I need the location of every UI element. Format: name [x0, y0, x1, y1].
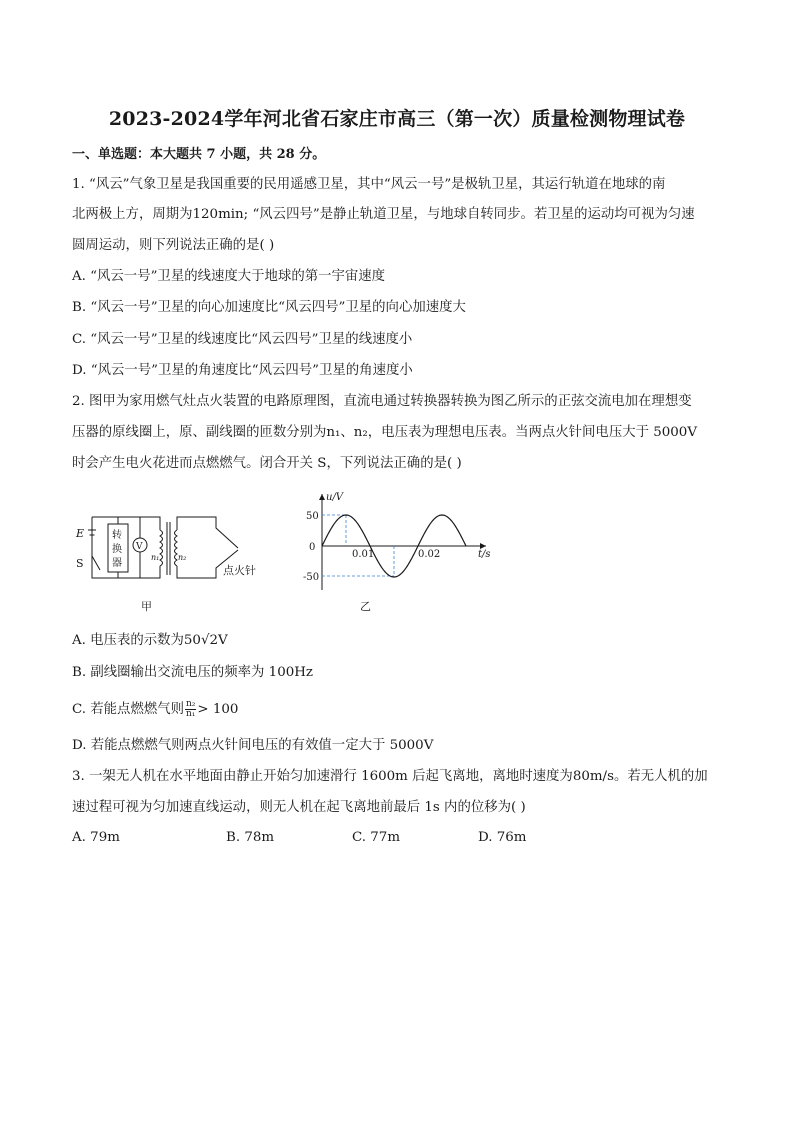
voltmeter-circle: [133, 538, 147, 552]
y-axis-label: u/V: [326, 492, 344, 503]
q2-line1: 2. 图甲为家用燃气灶点火装置的电路原理图，直流电通过转换器转换为图乙所示的正弦交流电加在理想变: [72, 394, 692, 409]
circuit-caption: 甲: [141, 600, 152, 613]
converter-char-1: 转: [112, 530, 122, 541]
q2-line2: 压器的原线圈上，原、副线圈的匝数分别为n₁、n₂，电压表为理想电压表。当两点火针间电压大于 5000V: [72, 425, 698, 440]
q3-line2: 速过程可视为匀加速直线运动，则无人机在起飞离地前最后 1s 内的位移为( ): [72, 800, 526, 815]
turns-ratio-fraction: [185, 700, 196, 719]
secondary-coil: [175, 530, 178, 566]
q1-option-b: B. “风云一号”卫星的向心加速度比“风云四号”卫星的向心加速度大: [72, 300, 466, 315]
battery-label: E: [76, 527, 85, 540]
y-tick-max: 50: [306, 511, 319, 522]
q1-line2: 北两极上方，周期为120min; “风云四号”是静止轨道卫星，与地球自转同步。若卫星的运动均可视为匀速: [72, 207, 695, 222]
y-tick-min: -50: [303, 572, 320, 583]
converter-char-3: 器: [112, 558, 122, 569]
q1-option-a: A. “风云一号”卫星的线速度大于地球的第一宇宙速度: [72, 269, 386, 284]
x-axis-label: t/s: [478, 549, 491, 560]
q2-option-d: D. 若能点燃燃气则两点火针间电压的有效值一定大于 5000V: [72, 738, 434, 753]
q3-option-b: B. 78m: [226, 830, 275, 845]
voltmeter-label: V: [136, 542, 143, 552]
fraction-denominator: n₁: [186, 709, 196, 719]
y-axis-arrow: [319, 494, 325, 500]
origin-label: 0: [309, 542, 316, 553]
q1-option-d: D. “风云一号”卫星的角速度比“风云四号”卫星的角速度小: [72, 363, 413, 378]
switch-label: S: [76, 557, 84, 570]
q2-option-c-suffix: > 100: [197, 702, 239, 717]
section-heading: 一、单选题：本大题共 7 小题，共 28 分。: [72, 147, 326, 162]
circuit-wire-top: [108, 517, 160, 530]
voltage-graph: [303, 492, 491, 613]
converter-box: [108, 524, 128, 572]
x-tick-2: 0.02: [418, 549, 441, 560]
circuit-wire-bottom: [108, 566, 160, 578]
secondary-wire-bottom: [177, 550, 238, 578]
q2-option-a: A. 电压表的示数为50√2V: [72, 633, 228, 648]
q3-line1: 3. 一架无人机在水平地面由静止开始匀加速滑行 1600m 后起飞离地，离地时速度为80m/s。若无人机的加: [72, 769, 708, 784]
n1-label: n₁: [151, 553, 160, 562]
q3-option-d: D. 76m: [478, 830, 527, 845]
x-axis-arrow: [480, 543, 486, 549]
q2-option-c-prefix: C. 若能点燃燃气则: [72, 702, 185, 717]
ignition-needle-label: 点火针: [223, 564, 256, 577]
q2-option-b: B. 副线圈输出交流电压的频率为 100Hz: [72, 665, 313, 680]
converter-char-2: 换: [112, 544, 122, 555]
page-title: 2023-2024学年河北省石家庄市高三（第一次）质量检测物理试卷: [108, 108, 686, 130]
graph-caption: 乙: [360, 600, 371, 613]
secondary-wire-top: [177, 517, 238, 548]
primary-coil: [160, 530, 163, 566]
fraction-numerator: n₂: [186, 699, 196, 709]
q1-option-c: C. “风云一号”卫星的线速度比“风云四号”卫星的线速度小: [72, 332, 413, 347]
x-tick-1: 0.01: [352, 549, 375, 560]
n2-label: n₂: [178, 553, 187, 562]
sine-curve: [322, 515, 466, 577]
circuit-diagram: [88, 517, 238, 578]
q1-line3: 圆周运动，则下列说法正确的是( ): [72, 238, 275, 253]
q2-option-c: [72, 700, 238, 719]
q3-option-c: C. 77m: [352, 830, 401, 845]
circuit-wire-left: [92, 517, 108, 578]
q1-line1: 1. “风云”气象卫星是我国重要的民用遥感卫星，其中“风云一号”是极轨卫星，其运行轨道在地球的南: [72, 177, 666, 192]
switch-blade: [92, 556, 100, 570]
q2-line3: 时会产生电火花进而点燃燃气。闭合开关 S，下列说法正确的是( ): [72, 456, 462, 471]
q3-option-a: A. 79m: [72, 830, 120, 845]
